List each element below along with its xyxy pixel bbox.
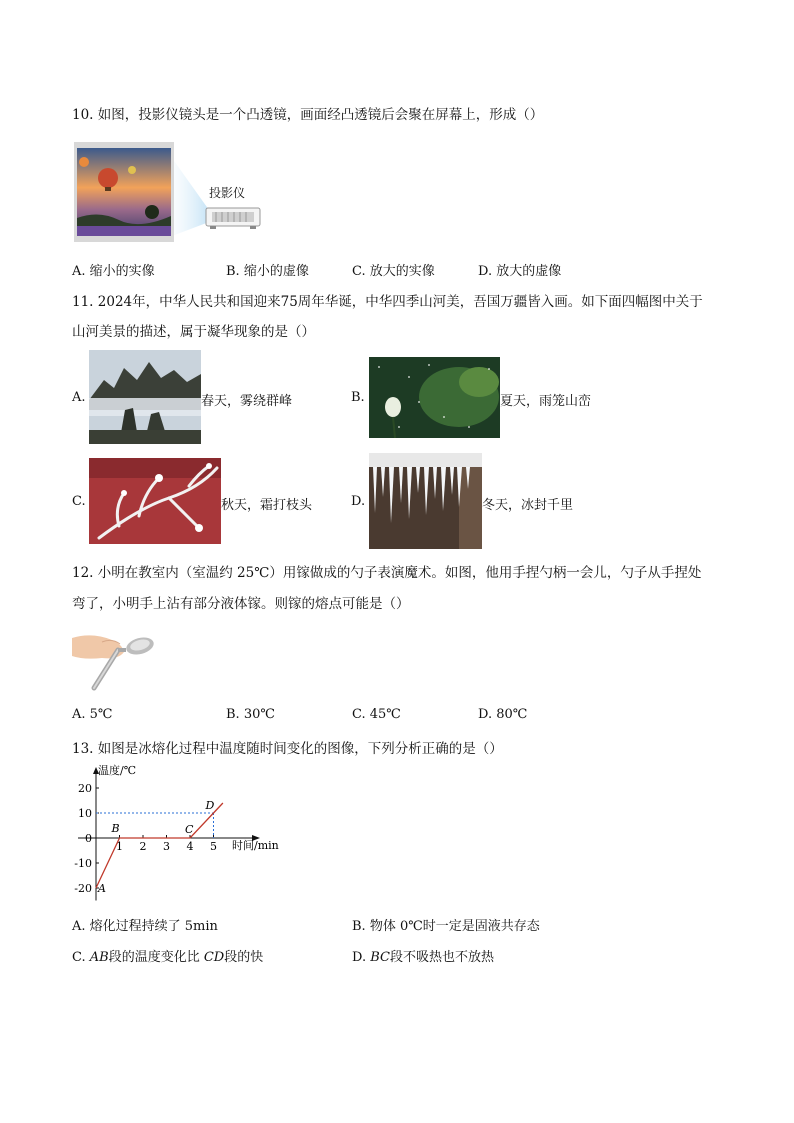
y-tick-label: -10 — [74, 857, 92, 870]
question-11-stem-line1: 11. 2024年，中华人民共和国迎来75周年华诞，中华四季山河美，吾国万疆皆入画。如下面四幅图中关于 — [72, 294, 703, 310]
question-12-stem-line2: 弯了，小明手上沾有部分液体镓。则镓的熔点可能是（） — [72, 596, 410, 612]
q10-option-d: D. 放大的虚像 — [478, 264, 562, 279]
q13-option-c-post: 段的快 — [224, 950, 264, 965]
q11-option-d-letter: D. — [351, 494, 366, 509]
q10-option-a: A. 缩小的实像 — [72, 264, 155, 279]
q13-option-c-segment-ab: AB — [89, 950, 109, 965]
hand-spoon-figure — [72, 630, 156, 692]
point-label-c: C — [185, 823, 194, 836]
x-tick-label: 4 — [186, 840, 194, 853]
q11-option-c-text: 秋天，霜打枝头 — [221, 498, 313, 513]
ice-melting-graph — [66, 762, 290, 902]
q11-option-a-text: 春天，雾绕群峰 — [201, 394, 293, 409]
question-11-stem-line2: 山河美景的描述，属于凝华现象的是（） — [72, 324, 315, 340]
q10-option-b: B. 缩小的虚像 — [226, 264, 309, 279]
q13-option-d — [352, 946, 494, 965]
q12-option-a: A. 5℃ — [72, 707, 113, 722]
question-13-stem: 13. 如图是冰熔化过程中温度随时间变化的图像，下列分析正确的是（） — [72, 741, 503, 757]
frost-branch-photo — [89, 458, 221, 544]
x-tick-label: 2 — [139, 840, 147, 853]
rain-plant-photo — [369, 357, 500, 438]
q11-option-b-letter: B. — [351, 390, 365, 405]
q13-option-c-pre: C. — [72, 950, 90, 965]
point-label-d: D — [205, 799, 215, 812]
y-tick-label: 10 — [78, 807, 92, 820]
y-tick-label: -20 — [74, 882, 92, 895]
x-tick-label: 1 — [116, 840, 123, 853]
q13-option-b: B. 物体 0℃时一定是固液共存态 — [352, 919, 540, 934]
q13-option-c-segment-cd: CD — [203, 950, 225, 965]
q12-option-b: B. 30℃ — [226, 707, 275, 722]
x-axis-label: 时间/min — [232, 839, 279, 852]
y-tick-label: 0 — [85, 832, 92, 845]
q13-option-d-pre: D. — [352, 950, 371, 965]
projector-figure — [74, 140, 264, 244]
q13-option-d-segment-bc: BC — [370, 950, 390, 965]
q11-option-a-letter: A. — [72, 390, 86, 405]
point-label-b: B — [111, 822, 120, 835]
q11-option-d-text: 冬天，冰封千里 — [482, 498, 574, 513]
q13-option-d-post: 段不吸热也不放热 — [389, 950, 494, 965]
q13-option-c-mid: 段的温度变化比 — [108, 950, 204, 965]
q13-option-a: A. 熔化过程持续了 5min — [72, 919, 218, 934]
question-12-stem-line1: 12. 小明在教室内（室温约 25℃）用镓做成的勺子表演魔术。如图，他用手捏勺柄一会儿，勺子从手捏处 — [72, 565, 702, 581]
x-tick-label: 3 — [163, 840, 170, 853]
icicles-photo — [369, 453, 482, 549]
q10-option-c: C. 放大的实像 — [352, 264, 435, 279]
q11-option-b-text: 夏天，雨笼山峦 — [500, 394, 592, 409]
q12-option-d: D. 80℃ — [478, 707, 528, 722]
q12-option-c: C. 45℃ — [352, 707, 401, 722]
q13-option-c — [72, 946, 263, 965]
x-tick-label: 5 — [210, 840, 217, 853]
mist-mountain-photo — [89, 350, 201, 444]
question-10-stem: 10. 如图，投影仪镜头是一个凸透镜，画面经凸透镜后会聚在屏幕上，形成（） — [72, 107, 544, 123]
projector-label: 投影仪 — [209, 186, 246, 200]
q11-option-c-letter: C. — [72, 494, 86, 509]
point-label-a: A — [98, 882, 106, 895]
y-axis-label: 温度/℃ — [98, 764, 137, 777]
y-tick-label: 20 — [78, 782, 92, 795]
